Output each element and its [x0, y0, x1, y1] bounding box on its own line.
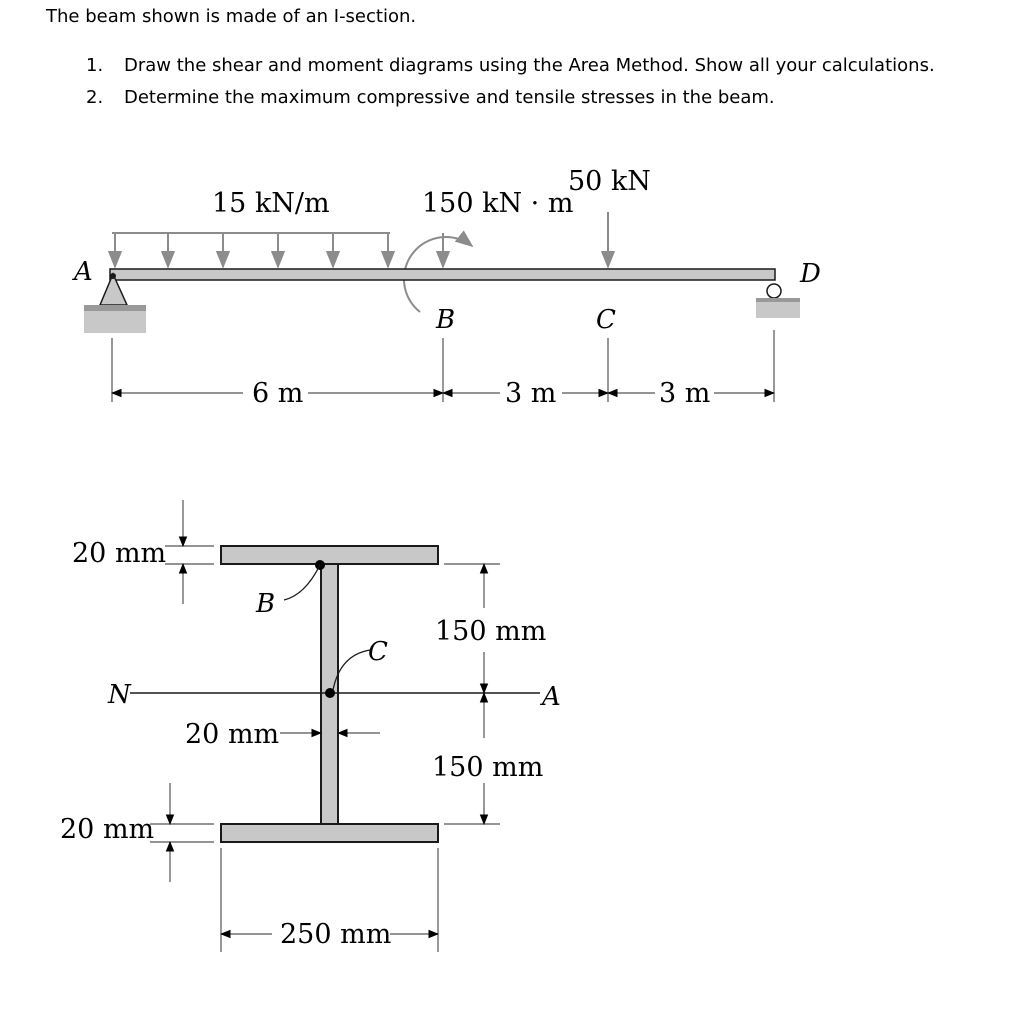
roller-support-icon: [756, 284, 800, 318]
height-dimensions: [444, 564, 500, 824]
top-flange-dimension: [165, 500, 214, 604]
item-1-number: 1.: [86, 55, 104, 76]
item-2-text: Determine the maximum compressive and tensile stresses in the beam.: [124, 87, 775, 108]
beam-member: [110, 269, 775, 280]
point-a-label: A: [74, 257, 93, 287]
lower-height-label: 150 mm: [432, 752, 544, 783]
problem-intro: The beam shown is made of an I-section.: [46, 6, 417, 27]
neutral-axis-n-label: N: [108, 680, 131, 710]
point-d-label: D: [800, 259, 821, 289]
span-bc-label: 3 m: [505, 378, 557, 409]
i-section: [60, 500, 561, 952]
span-cd-label: 3 m: [659, 378, 711, 409]
top-flange-thickness-label: 20 mm: [72, 538, 167, 569]
item-2-number: 2.: [86, 87, 104, 108]
moment-label: 150 kN · m: [422, 188, 574, 219]
neutral-axis-a-label: A: [542, 682, 561, 712]
bottom-flange: [221, 824, 438, 842]
section-point-b-label: B: [256, 589, 276, 619]
item-1-text: Draw the shear and moment diagrams using the Area Method. Show all your calculations.: [124, 55, 935, 76]
pin-support-icon: [84, 273, 146, 333]
bottom-flange-thickness-label: 20 mm: [60, 814, 155, 845]
bottom-flange-dimension: [150, 783, 214, 882]
flange-width-label: 250 mm: [280, 919, 392, 950]
top-flange: [221, 546, 438, 564]
distributed-load: [112, 233, 443, 267]
span-ab-label: 6 m: [252, 378, 304, 409]
web-thickness-label: 20 mm: [185, 719, 280, 750]
point-b-label: B: [436, 305, 456, 335]
section-point-c-label: C: [368, 637, 388, 667]
beam-diagram: [72, 166, 821, 409]
upper-height-label: 150 mm: [435, 616, 547, 647]
point-load-label: 50 kN: [568, 166, 651, 197]
distributed-load-label: 15 kN/m: [212, 188, 330, 219]
point-c-label: C: [596, 305, 616, 335]
